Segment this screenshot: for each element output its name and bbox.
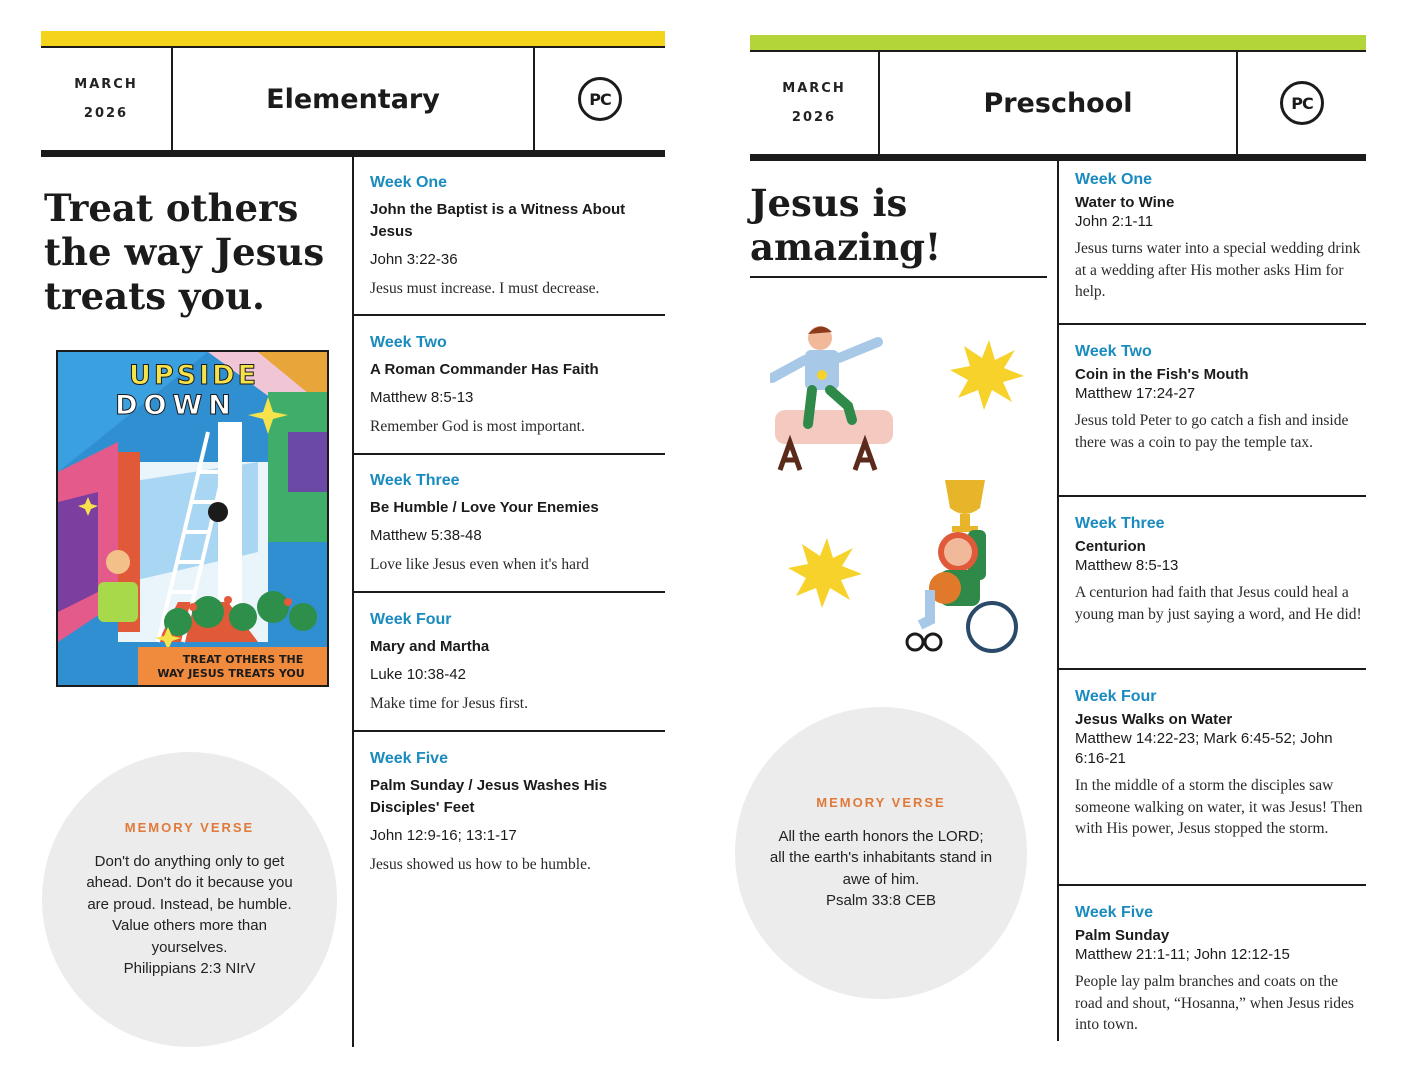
week-reference: Matthew 17:24-27: [1075, 385, 1196, 402]
week-label: Week Two: [1075, 343, 1152, 360]
week-reference: John 12:9-16; 13:1-17: [370, 827, 517, 844]
week-reference: John 3:22-36: [370, 251, 458, 268]
week-reference: Matthew 8:5-13: [1075, 557, 1179, 574]
preschool-year: 2026: [791, 110, 837, 125]
week-divider: [354, 730, 665, 732]
week-item: [1059, 515, 1366, 625]
preschool-memory-verse: [735, 707, 1027, 999]
memory-verse-text: Don't do anything only to get ahead. Don't do it because you are proud. Instead, be humble. Value others more than yourselves.: [86, 852, 293, 956]
elementary-date: [41, 48, 173, 150]
week-title: Water to Wine: [1075, 194, 1175, 211]
week-description: Jesus turns water into a special wedding drink at a wedding after His mother asks Him for help.: [1075, 240, 1361, 300]
week-reference: Matthew 5:38-48: [370, 527, 482, 544]
memory-verse-text: All the earth honors the LORD; all the earth's inhabitants stand in awe of him.: [769, 827, 993, 888]
upside-down-cover: [56, 350, 329, 687]
week-divider: [354, 591, 665, 593]
week-divider: [354, 314, 665, 316]
week-divider: [1059, 668, 1366, 670]
week-description: In the middle of a storm the disciples saw someone walking on water, it was Jesus! Then with His power, Jesus stopped the storm.: [1075, 777, 1363, 837]
week-label: Week Five: [1075, 904, 1153, 921]
week-item: [354, 334, 665, 438]
preschool-weeks: [1059, 161, 1366, 1041]
week-label: Week Four: [1075, 688, 1157, 705]
pc-logo-icon: PC: [1280, 81, 1324, 125]
week-label: Week Three: [1075, 515, 1165, 532]
elementary-accent-bar: [41, 31, 665, 46]
elementary-logo-cell: [533, 48, 665, 150]
week-label: Week One: [1075, 171, 1153, 188]
memory-verse-reference: Psalm 33:8 CEB: [825, 892, 937, 909]
elementary-panel: [41, 0, 665, 1080]
elementary-memory-verse: [42, 752, 337, 1047]
balance-beam-child-icon: [772, 326, 893, 470]
preschool-accent-bar: [750, 35, 1366, 50]
week-divider: [1059, 884, 1366, 886]
week-title: John the Baptist is a Witness About Jesus: [370, 201, 626, 240]
week-title: Coin in the Fish's Mouth: [1075, 366, 1249, 383]
week-label: Week Three: [370, 472, 460, 489]
cover-tagline-line2: WAY JESUS TREATS YOU: [157, 667, 305, 680]
week-label: Week Two: [370, 334, 447, 351]
week-title: Mary and Martha: [370, 638, 490, 655]
week-title: Centurion: [1075, 538, 1146, 555]
preschool-headline: Jesus is amazing!: [750, 181, 942, 269]
week-description: Jesus told Peter to go catch a fish and inside there was a coin to pay the temple tax.: [1075, 412, 1349, 451]
week-description: A centurion had faith that Jesus could heal a young man by just saying a word, and He did!: [1075, 584, 1362, 623]
preschool-logo-cell: [1236, 52, 1366, 154]
preschool-panel: [750, 0, 1366, 1080]
elementary-weeks: [354, 157, 665, 1047]
elementary-month: MARCH: [74, 77, 138, 92]
week-description: Love like Jesus even when it's hard: [370, 556, 589, 573]
pc-logo-icon: PC: [578, 77, 622, 121]
elementary-header: [41, 46, 665, 150]
week-description: Jesus must increase. I must decrease.: [370, 280, 600, 297]
preschool-header: [750, 50, 1366, 154]
memory-verse-label: MEMORY VERSE: [124, 819, 255, 835]
week-description: People lay palm branches and coats on the road and shout, “Hosanna,” when Jesus rides into town.: [1075, 973, 1354, 1033]
star-icon: [788, 538, 862, 608]
week-reference: Luke 10:38-42: [370, 666, 466, 683]
elementary-title: Elementary: [266, 83, 440, 115]
week-description: Make time for Jesus first.: [370, 695, 528, 712]
week-title: Palm Sunday: [1075, 927, 1170, 944]
upside-down-cover-art: [58, 352, 329, 687]
week-reference: John 2:1-11: [1075, 213, 1154, 230]
week-item: [1059, 904, 1366, 1036]
week-item: [1059, 343, 1366, 453]
week-title: Jesus Walks on Water: [1075, 711, 1233, 728]
week-item: [354, 611, 665, 715]
week-reference: Matthew 8:5-13: [370, 389, 474, 406]
week-description: Jesus showed us how to be humble.: [370, 856, 591, 873]
preschool-title: Preschool: [983, 87, 1133, 119]
star-icon: [950, 340, 1024, 410]
cover-tagline-line1: TREAT OTHERS THE: [182, 653, 304, 666]
week-label: Week Four: [370, 611, 452, 628]
week-description: Remember God is most important.: [370, 418, 585, 435]
week-item: [354, 174, 665, 300]
week-label: Week One: [370, 174, 448, 191]
week-title: Be Humble / Love Your Enemies: [370, 499, 599, 516]
preschool-date: [750, 52, 880, 154]
week-divider: [1059, 323, 1366, 325]
week-label: Week Five: [370, 750, 448, 767]
week-reference: Matthew 14:22-23; Mark 6:45-52; John 6:16-21: [1075, 730, 1333, 767]
memory-verse-label: MEMORY VERSE: [816, 794, 946, 810]
week-item: [354, 472, 665, 576]
week-title: A Roman Commander Has Faith: [370, 361, 599, 378]
week-title: Palm Sunday / Jesus Washes His Disciples' Feet: [370, 777, 608, 816]
elementary-headline: Treat others the way Jesus treats you.: [44, 186, 325, 318]
week-item: [1059, 171, 1366, 303]
preschool-headline-rule: [750, 276, 1047, 278]
elementary-year: 2026: [83, 106, 129, 121]
memory-verse-reference: Philippians 2:3 NIrV: [123, 960, 256, 977]
cover-title-line2: DOWN: [115, 390, 237, 421]
week-item: [1059, 688, 1366, 840]
week-divider: [354, 453, 665, 455]
preschool-illustration: [770, 320, 1050, 660]
week-divider: [1059, 495, 1366, 497]
cover-title-line1: UPSIDE: [128, 360, 260, 391]
week-item: [354, 750, 665, 876]
wheelchair-child-trophy-icon: [907, 480, 1016, 651]
week-reference: Matthew 21:1-11; John 12:12-15: [1075, 946, 1290, 963]
preschool-month: MARCH: [782, 81, 846, 96]
